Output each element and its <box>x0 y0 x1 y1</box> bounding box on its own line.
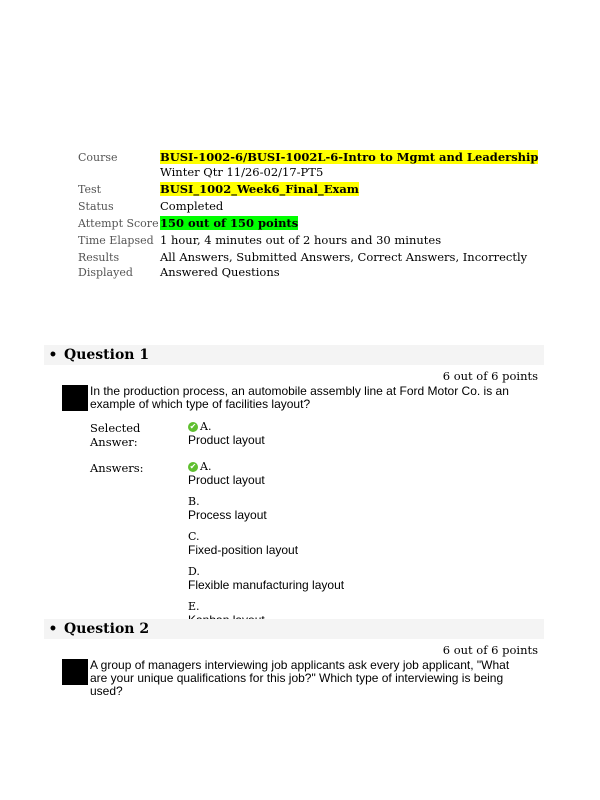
question-title: Question 2 <box>64 621 150 637</box>
selected-answer <box>188 421 265 449</box>
test-label: Test <box>78 183 102 196</box>
answer-letter: B. <box>188 495 200 508</box>
score-label: Attempt Score <box>78 217 159 230</box>
answer-letter: D. <box>188 565 200 578</box>
test-row <box>78 182 548 197</box>
question-text: In the production process, an automobile assembly line at Ford Motor Co. is an example of which type of facilities layout? <box>90 384 509 411</box>
selected-answer-label: Selected Answer: <box>90 421 141 449</box>
question-marker <box>62 385 88 411</box>
course-row <box>78 150 548 180</box>
elapsed-label: Time Elapsed <box>78 234 154 247</box>
answer-text: Process layout <box>188 508 267 522</box>
status-label: Status <box>78 200 114 213</box>
question-header <box>44 619 544 639</box>
question-body <box>62 659 544 698</box>
course-label: Course <box>78 151 118 164</box>
question-body <box>62 385 544 411</box>
answer-option <box>188 566 344 592</box>
answer-option <box>188 461 344 487</box>
course-name: BUSI-1002-6/BUSI-1002L-6-Intro to Mgmt and Leadership <box>160 150 539 164</box>
answer-text: Fixed-position layout <box>188 543 299 557</box>
question-text: A group of managers interviewing job applicants ask every job applicant, "What are your unique qualifications for this job?" Which type of interviewing is being used? <box>90 658 510 698</box>
question-points: 6 out of 6 points <box>442 369 538 383</box>
answers-label: Answers: <box>90 461 144 475</box>
results-value: All Answers, Submitted Answers, Correct Answers, Incorrectly Answered Questions <box>160 250 528 279</box>
answer-text: Flexible manufacturing layout <box>188 578 345 592</box>
course-term: Winter Qtr 11/26-02/17-PT5 <box>160 165 324 179</box>
course-value <box>160 150 548 180</box>
bullet: • <box>48 621 58 637</box>
answer-options <box>188 461 344 636</box>
selected-answer-text: Product layout <box>188 433 265 447</box>
check-circle-icon: ✔ <box>189 462 197 471</box>
answer-letter: C. <box>188 530 200 543</box>
answer-section <box>90 421 544 636</box>
attempt-summary <box>78 150 548 282</box>
answer-option <box>188 496 344 522</box>
check-circle-icon: ✔ <box>189 422 197 431</box>
question-marker <box>62 659 88 685</box>
results-row <box>78 250 548 280</box>
score-value: 150 out of 150 points <box>160 216 299 230</box>
question-title: Question 1 <box>64 347 150 363</box>
question-2 <box>44 619 544 698</box>
answer-text: Product layout <box>188 473 265 487</box>
answer-option <box>188 531 344 557</box>
test-name: BUSI_1002_Week6_Final_Exam <box>160 182 359 196</box>
question-points: 6 out of 6 points <box>442 643 538 657</box>
answer-letter: E. <box>188 600 200 613</box>
elapsed-value: 1 hour, 4 minutes out of 2 hours and 30 minutes <box>160 233 442 247</box>
selected-answer-row <box>90 421 544 449</box>
results-label: Results Displayed <box>78 251 133 279</box>
answer-letter: A. <box>200 460 212 473</box>
status-row <box>78 199 548 214</box>
question-1 <box>44 345 544 648</box>
elapsed-row <box>78 233 548 248</box>
status-value: Completed <box>160 199 224 213</box>
bullet: • <box>48 347 58 363</box>
question-header <box>44 345 544 365</box>
answers-row <box>90 461 544 636</box>
selected-answer-letter: A. <box>200 420 212 433</box>
score-row <box>78 216 548 231</box>
